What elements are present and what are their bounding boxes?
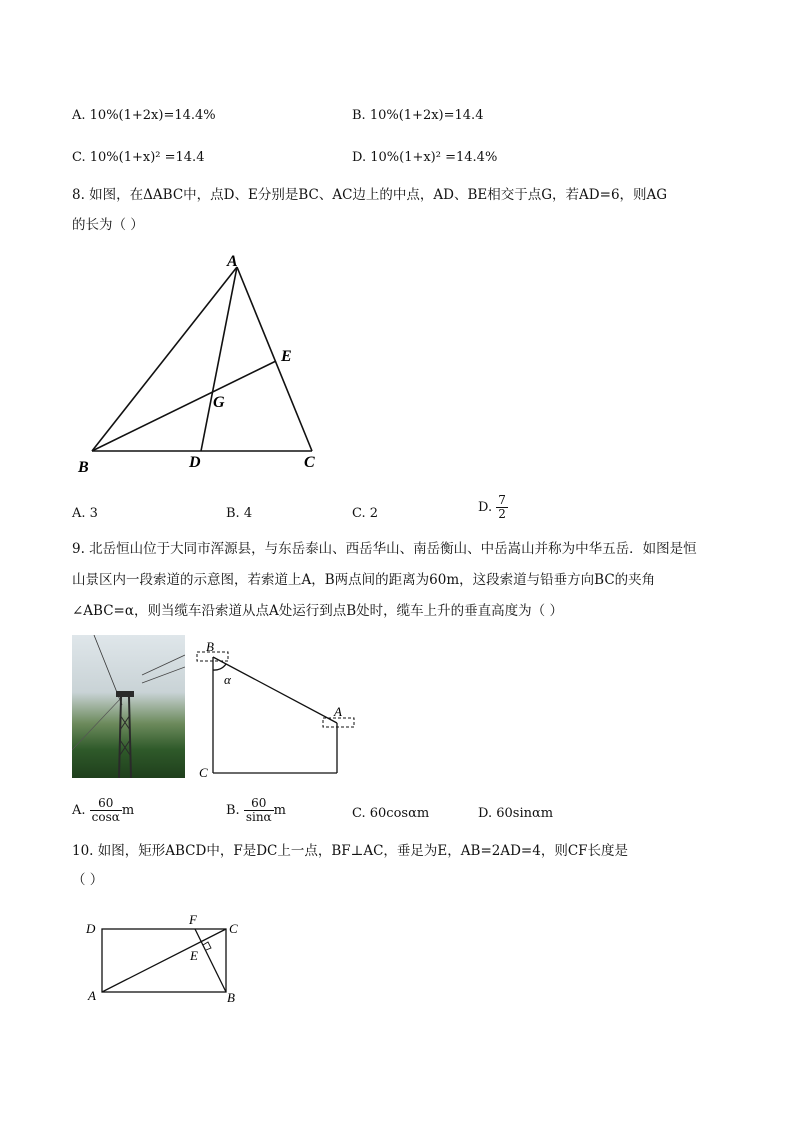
q9-option-c: C. 60cosαm <box>352 806 430 821</box>
q8-label-b: B <box>78 459 89 476</box>
q9-option-b-unit: m <box>273 803 286 818</box>
q8-stem-line2: 的长为（ ） <box>72 217 144 233</box>
q8-stem-line1: 8. 如图，在ΔABC中，点D、E分别是BC、AC边上的中点，AD、BE相交于点G，若AD=6，则AG <box>72 187 668 203</box>
q8-label-a: A <box>227 253 238 270</box>
q9-stem-line3: ∠ABC=α，则当缆车沿索道从点A处运行到点B处时，缆车上升的垂直高度为（ ） <box>72 603 563 619</box>
q10-label-e: E <box>190 948 198 963</box>
q9-option-b-prefix: B. <box>226 803 240 818</box>
q10-label-d: D <box>86 921 96 936</box>
q9-option-d: D. 60sinαm <box>478 806 554 821</box>
q8-option-c: C. 2 <box>352 506 379 521</box>
q9-label-alpha: α <box>224 672 231 687</box>
q8-label-g: G <box>213 394 225 411</box>
q10-label-f: F <box>189 912 197 927</box>
q8-label-c: C <box>304 454 315 471</box>
q9-stem-line2: 山景区内一段索道的示意图，若索道上A，B两点间的距离为60m，这段索道与铅垂方向BC的夹角 <box>72 572 656 588</box>
q10-label-c: C <box>229 921 238 936</box>
q9-option-a-numerator: 60 <box>90 797 122 811</box>
q9-option-a-denominator: cosα <box>91 810 120 824</box>
q8-option-d-numerator: 7 <box>498 493 506 507</box>
q7-option-a: A. 10%(1+2x)=14.4% <box>72 108 216 123</box>
q9-option-b-denominator: sinα <box>245 810 272 824</box>
q9-stem-line1: 9. 北岳恒山位于大同市浑源县，与东岳泰山、西岳华山、南岳衡山、中岳嵩山并称为中华五岳．如图是恒 <box>72 541 697 557</box>
q10-stem-line2: （ ） <box>72 872 104 888</box>
q8-option-d-prefix: D. <box>478 500 493 515</box>
q8-option-b: B. 4 <box>226 506 253 521</box>
q9-label-b: B <box>206 639 214 654</box>
q9-option-a-unit: m <box>121 803 135 818</box>
q7-option-d: D. 10%(1+x)² =14.4% <box>352 150 498 165</box>
q9-option-a-prefix: A. <box>72 803 86 818</box>
q8-option-a: A. 3 <box>72 506 98 521</box>
q8-label-e: E <box>281 348 292 365</box>
q10-label-a: A <box>88 988 96 1003</box>
q7-option-c: C. 10%(1+x)² =14.4 <box>72 150 205 165</box>
q9-label-c: C <box>199 765 208 780</box>
q9-label-a: A <box>334 704 342 719</box>
q9-option-b-numerator: 60 <box>244 797 274 811</box>
q10-label-b: B <box>227 990 235 1005</box>
q8-option-d-denominator: 2 <box>498 507 506 521</box>
q7-option-b: B. 10%(1+2x)=14.4 <box>352 108 484 123</box>
q10-stem-line1: 10. 如图，矩形ABCD中，F是DC上一点，BF⊥AC，垂足为E，AB=2AD=4，则CF长度是 <box>72 843 629 859</box>
q8-label-d: D <box>189 454 201 471</box>
